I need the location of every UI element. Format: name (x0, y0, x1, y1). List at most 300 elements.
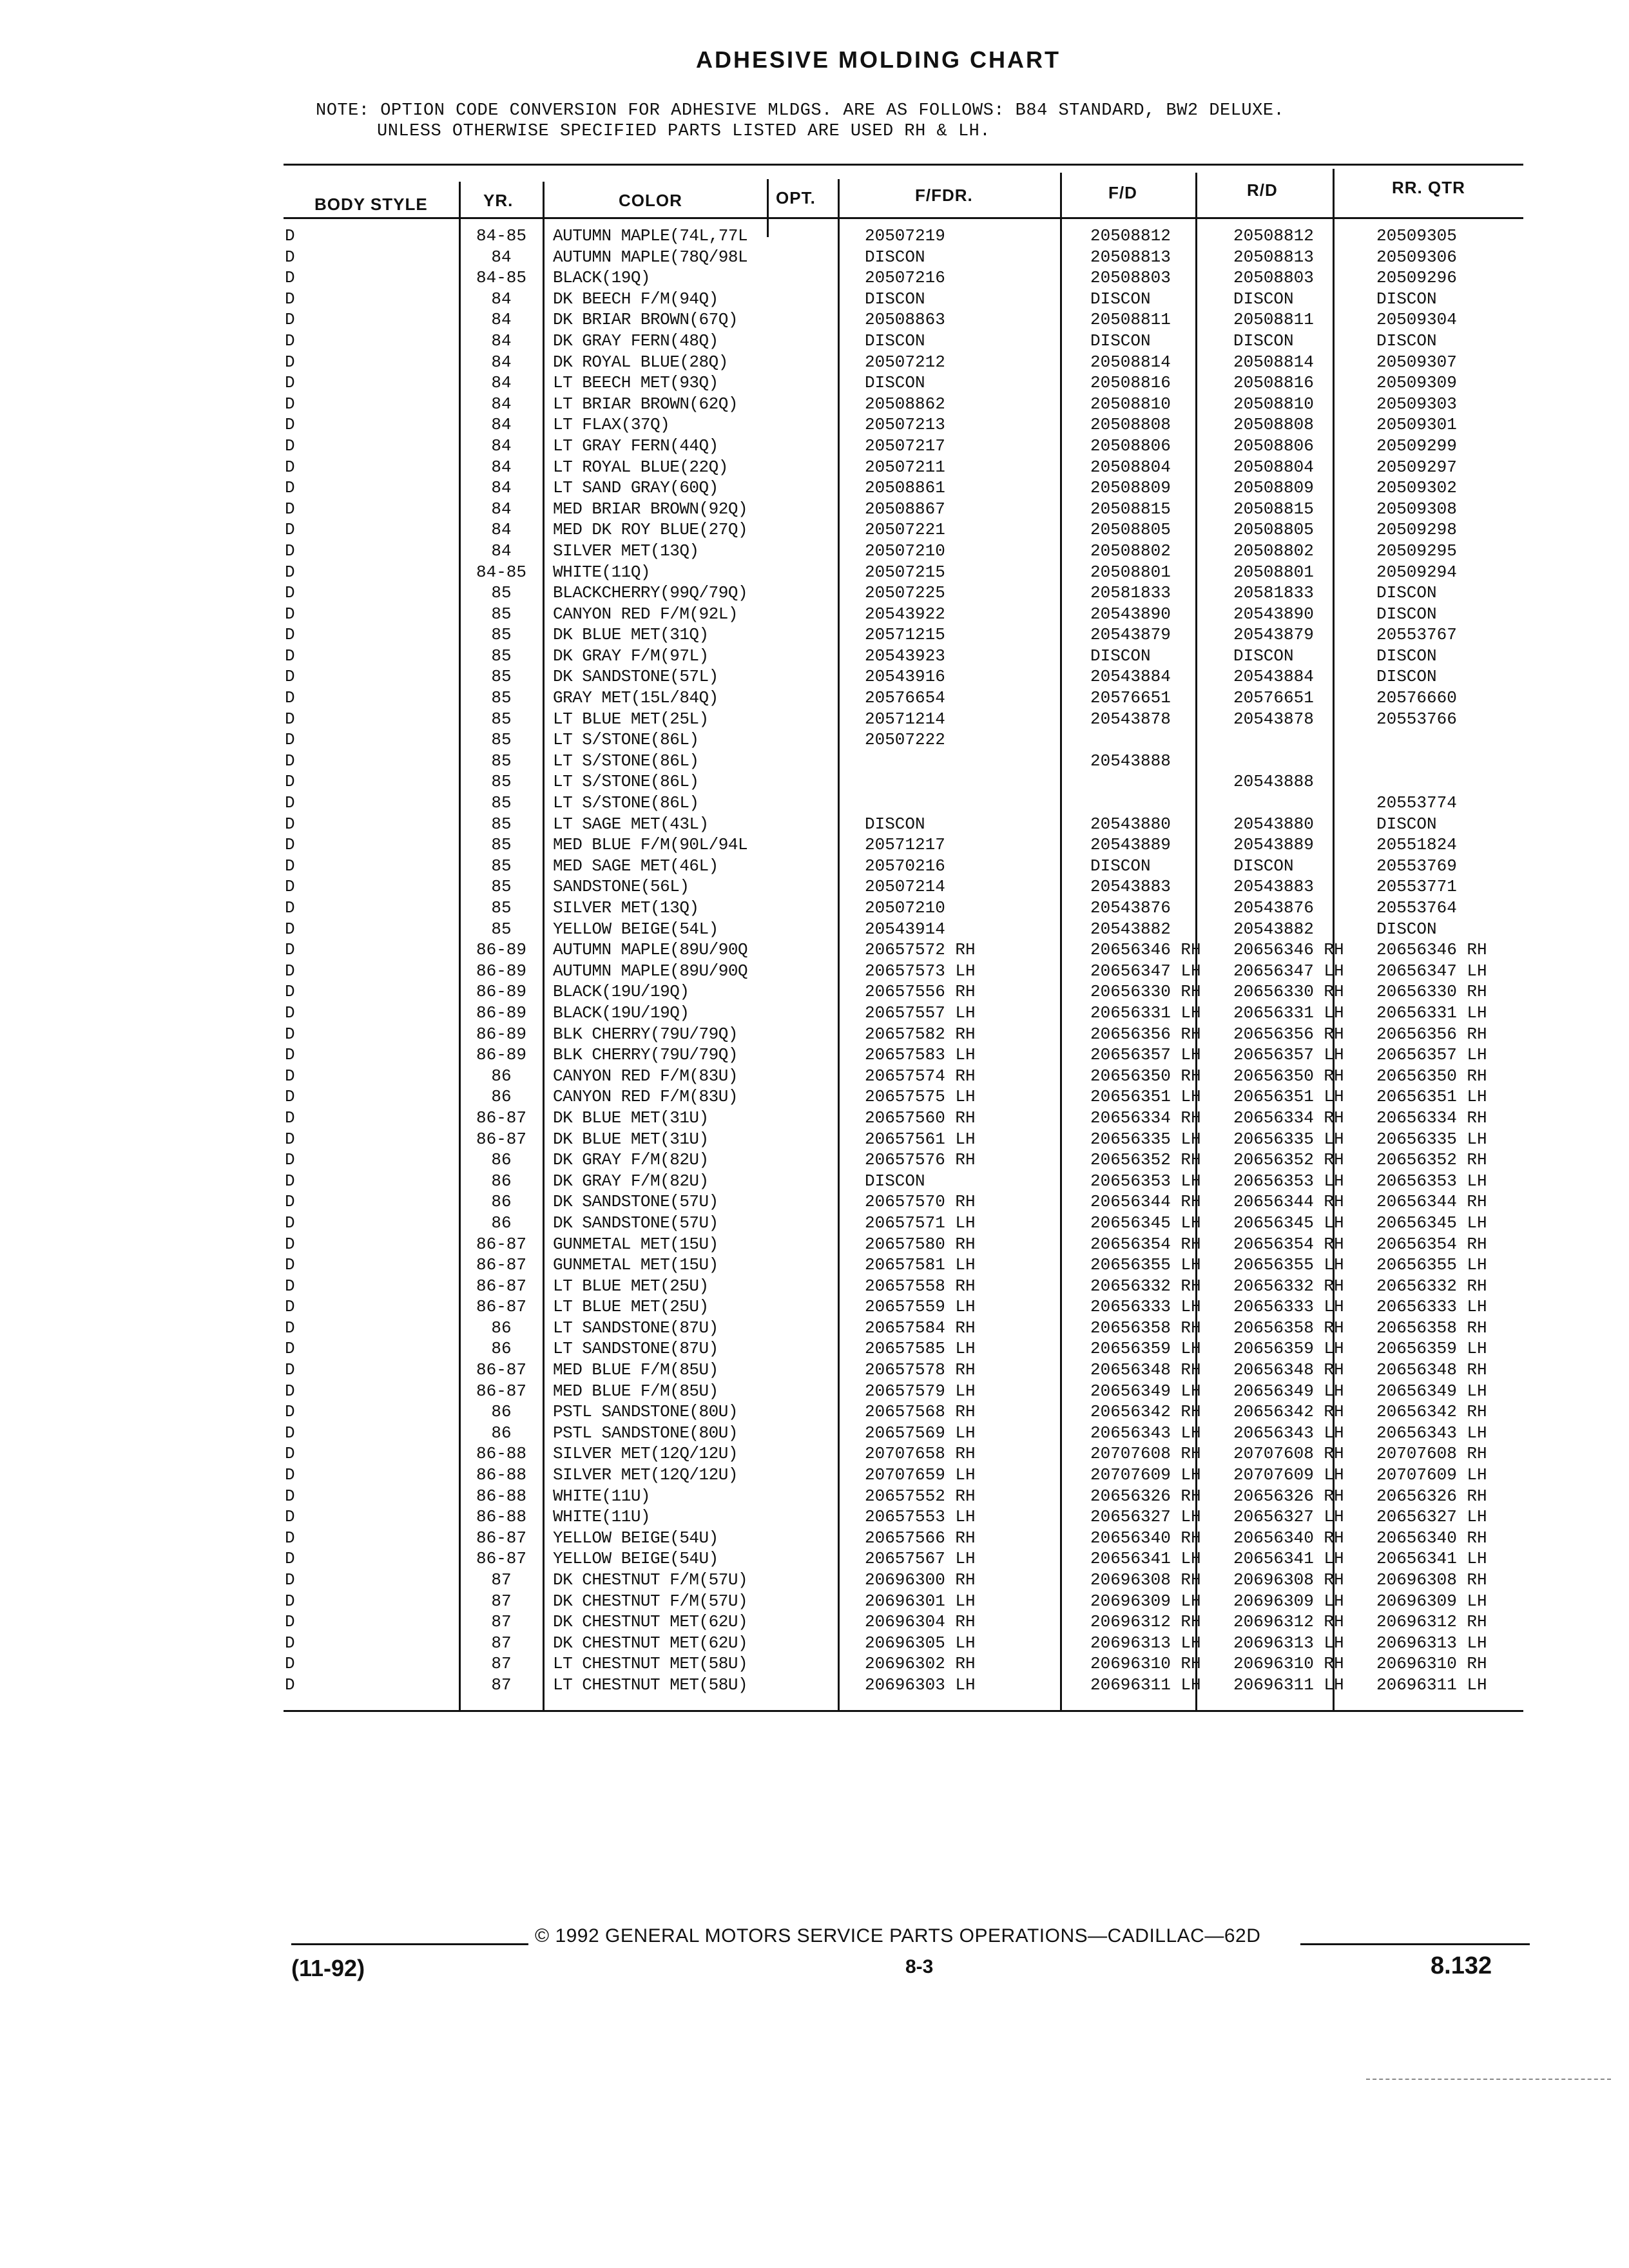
cell-r-d: 20656343 LH (1233, 1423, 1344, 1443)
table-row (281, 666, 1544, 687)
cell-body-style: D (285, 1402, 295, 1422)
cell-year: 86-87 (476, 1297, 526, 1317)
cell-option (778, 331, 854, 352)
cell-body-style: D (285, 856, 295, 876)
cell-rr-qtr: DISCON (1376, 604, 1437, 624)
cell-r-d: 20508811 (1233, 310, 1314, 330)
cell-year: 85 (491, 856, 512, 876)
cell-rr-qtr: 20509309 (1376, 373, 1457, 393)
cell-rr-qtr: 20656341 LH (1376, 1549, 1487, 1569)
cell-color: LT S/STONE(86L) (553, 751, 699, 771)
cell-color: LT BRIAR BROWN(62Q) (553, 394, 738, 414)
cell-rr-qtr: 20656347 LH (1376, 961, 1487, 981)
cell-r-d: 20656348 RH (1233, 1360, 1344, 1380)
cell-r-d: 20656342 RH (1233, 1402, 1344, 1422)
cell-rr-qtr: 20553769 (1376, 856, 1457, 876)
cell-f-fdr: 20657556 RH (865, 982, 976, 1002)
cell-f-fdr: 20507213 (865, 415, 945, 435)
cell-body-style: D (285, 1528, 295, 1548)
table-row (281, 771, 1544, 793)
cell-year: 84 (491, 373, 512, 393)
cell-f-d: 20543878 (1090, 709, 1171, 729)
cell-year: 85 (491, 709, 512, 729)
cell-year: 84 (491, 310, 512, 330)
cell-r-d: 20656347 LH (1233, 961, 1344, 981)
cell-r-d: 20576651 (1233, 688, 1314, 708)
cell-body-style: D (285, 457, 295, 477)
table-row (281, 436, 1544, 457)
cell-color: DK CHESTNUT MET(62U) (553, 1612, 748, 1632)
cell-body-style: D (285, 583, 295, 603)
cell-f-d: 20508808 (1090, 415, 1171, 435)
cell-year: 84 (491, 331, 512, 351)
cell-f-d: 20508801 (1090, 562, 1171, 582)
cell-option (778, 1528, 854, 1549)
table-row (281, 961, 1544, 982)
page-number: 8.132 (1431, 1952, 1492, 1979)
cell-year: 85 (491, 898, 512, 918)
cell-option (778, 309, 854, 331)
cell-option (778, 646, 854, 667)
cell-f-fdr: 20657566 RH (865, 1528, 976, 1548)
table-row (281, 414, 1544, 436)
cell-r-d: DISCON (1233, 289, 1294, 309)
cell-f-fdr: 20543922 (865, 604, 945, 624)
cell-r-d: 20508803 (1233, 268, 1314, 288)
cell-rr-qtr: 20656345 LH (1376, 1213, 1487, 1233)
cell-f-d: 20696313 LH (1090, 1633, 1201, 1653)
cell-option (778, 582, 854, 604)
cell-body-style: D (285, 289, 295, 309)
cell-rr-qtr: 20509308 (1376, 499, 1457, 519)
cell-option (778, 1149, 854, 1171)
cell-f-fdr: DISCON (865, 814, 925, 834)
cell-option (778, 1108, 854, 1129)
table-row (281, 1149, 1544, 1171)
cell-option (778, 1338, 854, 1360)
cell-rr-qtr: 20553764 (1376, 898, 1457, 918)
cell-f-d: 20543884 (1090, 667, 1171, 687)
cell-f-d: 20543890 (1090, 604, 1171, 624)
cell-option (778, 1423, 854, 1444)
cell-color: LT SANDSTONE(87U) (553, 1339, 718, 1359)
table-row (281, 1506, 1544, 1528)
cell-f-fdr: 20657583 LH (865, 1045, 976, 1065)
cell-f-fdr: 20696305 LH (865, 1633, 976, 1653)
cell-f-d: 20656348 RH (1090, 1360, 1201, 1380)
cell-option (778, 1213, 854, 1234)
cell-year: 85 (491, 877, 512, 897)
cell-rr-qtr: 20656327 LH (1376, 1507, 1487, 1527)
table-row (281, 541, 1544, 562)
table-row (281, 939, 1544, 961)
cell-f-fdr: 20657557 LH (865, 1003, 976, 1023)
table-row (281, 729, 1544, 751)
cell-year: 84-85 (476, 268, 526, 288)
cell-rr-qtr: 20509305 (1376, 226, 1457, 245)
cell-year: 86-88 (476, 1465, 526, 1485)
table-row (281, 1318, 1544, 1339)
cell-year: 85 (491, 814, 512, 834)
cell-option (778, 687, 854, 709)
cell-r-d: 20696309 LH (1233, 1591, 1344, 1611)
cell-year: 84 (491, 394, 512, 414)
cell-f-d: 20543879 (1090, 625, 1171, 645)
table-row (281, 289, 1544, 310)
cell-f-d: 20508809 (1090, 478, 1171, 498)
cell-r-d: DISCON (1233, 856, 1294, 876)
cell-body-style: D (285, 1675, 295, 1695)
cell-color: DK BLUE MET(31U) (553, 1108, 709, 1128)
cell-color: DK SANDSTONE(57U) (553, 1192, 718, 1212)
cell-f-fdr: 20571215 (865, 625, 945, 645)
cell-f-fdr: 20507225 (865, 583, 945, 603)
cell-f-d: 20508812 (1090, 226, 1171, 245)
cell-color: BLK CHERRY(79U/79Q) (553, 1045, 738, 1065)
cell-year: 84 (491, 289, 512, 309)
header-fd: F/D (1108, 183, 1137, 202)
cell-body-style: D (285, 1213, 295, 1233)
table-row (281, 1633, 1544, 1654)
cell-option (778, 1443, 854, 1465)
cell-f-d: 20656331 LH (1090, 1003, 1201, 1023)
cell-color: GRAY MET(15L/84Q) (553, 688, 718, 708)
cell-f-fdr: 20657568 RH (865, 1402, 976, 1422)
cell-color: DK CHESTNUT F/M(57U) (553, 1591, 748, 1611)
cell-option (778, 1548, 854, 1570)
cell-r-d: 20581833 (1233, 583, 1314, 603)
cell-f-d: 20696311 LH (1090, 1675, 1201, 1695)
cell-color: PSTL SANDSTONE(80U) (553, 1423, 738, 1443)
table-top-rule (284, 164, 1523, 166)
cell-f-fdr: 20570216 (865, 856, 945, 876)
cell-f-d: 20656352 RH (1090, 1150, 1201, 1170)
cell-year: 84 (491, 415, 512, 435)
cell-year: 84 (491, 247, 512, 267)
cell-f-fdr: 20508863 (865, 310, 945, 330)
cell-option (778, 394, 854, 415)
cell-year: 86 (491, 1192, 512, 1212)
cell-r-d: 20508816 (1233, 373, 1314, 393)
cell-color: AUTUMN MAPLE(89U/90Q (553, 961, 748, 981)
cell-r-d: 20656345 LH (1233, 1213, 1344, 1233)
table-row (281, 1401, 1544, 1423)
cell-body-style: D (285, 835, 295, 855)
cell-f-fdr: 20507222 (865, 730, 945, 750)
cell-year: 86-87 (476, 1549, 526, 1569)
cell-r-d: 20543890 (1233, 604, 1314, 624)
cell-color: AUTUMN MAPLE(89U/90Q (553, 940, 748, 960)
cell-rr-qtr: 20707609 LH (1376, 1465, 1487, 1485)
cell-color: DK SANDSTONE(57U) (553, 1213, 718, 1233)
cell-body-style: D (285, 1612, 295, 1632)
cell-color: LT SANDSTONE(87U) (553, 1318, 718, 1338)
cell-body-style: D (285, 1171, 295, 1191)
cell-color: BLACK(19U/19Q) (553, 982, 689, 1002)
cell-f-fdr: 20657558 RH (865, 1276, 976, 1296)
cell-body-style: D (285, 394, 295, 414)
cell-color: WHITE(11U) (553, 1507, 651, 1527)
cell-rr-qtr: 20696309 LH (1376, 1591, 1487, 1611)
cell-f-d: 20656354 RH (1090, 1234, 1201, 1254)
cell-option (778, 1570, 854, 1591)
cell-f-fdr: 20543914 (865, 919, 945, 939)
cell-rr-qtr: 20656330 RH (1376, 982, 1487, 1002)
cell-rr-qtr: 20656326 RH (1376, 1486, 1487, 1506)
cell-option (778, 477, 854, 499)
cell-f-fdr: 20657561 LH (865, 1129, 976, 1149)
cell-color: LT ROYAL BLUE(22Q) (553, 457, 728, 477)
cell-option (778, 624, 854, 646)
cell-f-fdr: 20571217 (865, 835, 945, 855)
header-yr: YR. (483, 191, 514, 210)
cell-year: 86-88 (476, 1507, 526, 1527)
cell-option (778, 1360, 854, 1381)
cell-rr-qtr: 20656340 RH (1376, 1528, 1487, 1548)
cell-body-style: D (285, 1633, 295, 1653)
header-rd: R/D (1247, 180, 1278, 200)
table-row (281, 1528, 1544, 1549)
cell-r-d: 20656346 RH (1233, 940, 1344, 960)
cell-rr-qtr (1370, 751, 1544, 772)
cell-color: LT S/STONE(86L) (553, 772, 699, 792)
cell-f-fdr: 20657579 LH (865, 1381, 976, 1401)
cell-color: YELLOW BEIGE(54L) (553, 919, 718, 939)
header-rr-qtr: RR. QTR (1392, 178, 1465, 197)
cell-rr-qtr: 20509296 (1376, 268, 1457, 288)
cell-rr-qtr: 20509297 (1376, 457, 1457, 477)
cell-f-fdr: 20543923 (865, 646, 945, 666)
option-code-note (316, 101, 1284, 142)
header-ffdr: F/FDR. (915, 186, 973, 205)
cell-f-fdr: 20657576 RH (865, 1150, 976, 1170)
cell-f-fdr: 20507212 (865, 352, 945, 372)
cell-body-style: D (285, 1192, 295, 1212)
cell-rr-qtr: 20656334 RH (1376, 1108, 1487, 1128)
cell-option (778, 1191, 854, 1213)
cell-f-fdr: 20507219 (865, 226, 945, 245)
table-row (281, 814, 1544, 835)
cell-color: DK BLUE MET(31U) (553, 1129, 709, 1149)
cell-year: 86-89 (476, 1003, 526, 1023)
cell-year: 86-87 (476, 1360, 526, 1380)
cell-rr-qtr: 20509294 (1376, 562, 1457, 582)
cell-r-d: 20656335 LH (1233, 1129, 1344, 1149)
table-row (281, 1296, 1544, 1318)
cell-rr-qtr: 20553767 (1376, 625, 1457, 645)
cell-option (778, 1276, 854, 1297)
cell-rr-qtr: 20553766 (1376, 709, 1457, 729)
cell-body-style: D (285, 1297, 295, 1317)
page-title: ADHESIVE MOLDING CHART (696, 46, 1061, 73)
cell-color: PSTL SANDSTONE(80U) (553, 1402, 738, 1422)
cell-option (778, 939, 854, 961)
cell-year: 87 (491, 1612, 512, 1632)
cell-year: 85 (491, 772, 512, 792)
cell-year: 85 (491, 625, 512, 645)
cell-color: BLK CHERRY(79U/79Q) (553, 1024, 738, 1044)
cell-color: DK GRAY F/M(97L) (553, 646, 709, 666)
cell-option (778, 898, 854, 919)
cell-option (778, 834, 854, 856)
cell-color: GUNMETAL MET(15U) (553, 1255, 718, 1275)
cell-year: 85 (491, 835, 512, 855)
cell-r-d: 20696310 RH (1233, 1654, 1344, 1674)
cell-r-d: 20508802 (1233, 541, 1314, 561)
cell-r-d: 20656358 RH (1233, 1318, 1344, 1338)
cell-r-d: 20656334 RH (1233, 1108, 1344, 1128)
cell-body-style: D (285, 982, 295, 1002)
cell-body-style: D (285, 541, 295, 561)
cell-body-style: D (285, 688, 295, 708)
cell-body-style: D (285, 1045, 295, 1065)
table-row (281, 898, 1544, 919)
cell-rr-qtr (1370, 771, 1544, 793)
cell-option (778, 457, 854, 478)
cell-year: 84 (491, 520, 512, 540)
cell-f-fdr: 20657581 LH (865, 1255, 976, 1275)
cell-body-style: D (285, 814, 295, 834)
cell-color: LT CHESTNUT MET(58U) (553, 1675, 748, 1695)
cell-color: MED DK ROY BLUE(27Q) (553, 520, 748, 540)
cell-f-fdr: 20657575 LH (865, 1087, 976, 1107)
cell-body-style: D (285, 1234, 295, 1254)
cell-option (778, 1381, 854, 1402)
cell-body-style: D (285, 1423, 295, 1443)
cell-rr-qtr: 20509302 (1376, 478, 1457, 498)
cell-rr-qtr: 20656344 RH (1376, 1192, 1487, 1212)
cell-option (778, 541, 854, 562)
cell-color: DK GRAY FERN(48Q) (553, 331, 718, 351)
cell-f-d: 20656330 RH (1090, 982, 1201, 1002)
table-row (281, 457, 1544, 478)
cell-body-style: D (285, 1066, 295, 1086)
cell-option (778, 519, 854, 541)
cell-option (778, 961, 854, 982)
cell-year: 86-87 (476, 1108, 526, 1128)
cell-f-fdr: DISCON (865, 1171, 925, 1191)
table-row (281, 1443, 1544, 1465)
cell-f-fdr: 20657578 RH (865, 1360, 976, 1380)
cell-year: 86-89 (476, 1045, 526, 1065)
cell-year: 84 (491, 499, 512, 519)
cell-color: DK BEECH F/M(94Q) (553, 289, 718, 309)
cell-rr-qtr: 20656353 LH (1376, 1171, 1487, 1191)
cell-body-style: D (285, 268, 295, 288)
cell-body-style: D (285, 1360, 295, 1380)
cell-year: 84-85 (476, 226, 526, 245)
table-row (281, 309, 1544, 331)
cell-f-d: 20656335 LH (1090, 1129, 1201, 1149)
cell-r-d: 20656356 RH (1233, 1024, 1344, 1044)
cell-f-d: 20581833 (1090, 583, 1171, 603)
cell-year: 85 (491, 688, 512, 708)
table-row (281, 1086, 1544, 1108)
cell-rr-qtr: 20509304 (1376, 310, 1457, 330)
cell-option (778, 499, 854, 520)
cell-f-fdr: 20508861 (865, 478, 945, 498)
cell-year: 85 (491, 751, 512, 771)
cell-color: DK GRAY F/M(82U) (553, 1171, 709, 1191)
cell-body-style: D (285, 1486, 295, 1506)
cell-r-d: 20656349 LH (1233, 1381, 1344, 1401)
cell-f-fdr: 20507210 (865, 898, 945, 918)
cell-year: 86 (491, 1402, 512, 1422)
cell-r-d: 20508805 (1233, 520, 1314, 540)
cell-f-d: 20656358 RH (1090, 1318, 1201, 1338)
table-row (281, 793, 1544, 814)
cell-rr-qtr: 20551824 (1376, 835, 1457, 855)
cell-f-d: 20656353 LH (1090, 1171, 1201, 1191)
cell-option (778, 856, 854, 877)
cell-f-fdr: 20657560 RH (865, 1108, 976, 1128)
cell-color: BLACKCHERRY(99Q/79Q) (553, 583, 748, 603)
cell-option (778, 372, 854, 394)
cell-rr-qtr: DISCON (1376, 814, 1437, 834)
cell-body-style: D (285, 373, 295, 393)
cell-f-fdr: 20507214 (865, 877, 945, 897)
cell-r-d: 20656333 LH (1233, 1297, 1344, 1317)
cell-body-style: D (285, 625, 295, 645)
cell-r-d: DISCON (1233, 646, 1294, 666)
cell-f-fdr: 20657574 RH (865, 1066, 976, 1086)
cell-f-d: 20508805 (1090, 520, 1171, 540)
copyright-line: © 1992 GENERAL MOTORS SERVICE PARTS OPERATIONS—CADILLAC—62D (535, 1925, 1261, 1946)
cell-f-d: 20696312 RH (1090, 1612, 1201, 1632)
cell-year: 86 (491, 1213, 512, 1233)
cell-body-style: D (285, 1444, 295, 1464)
table-row (281, 876, 1544, 898)
cell-f-d: 20508814 (1090, 352, 1171, 372)
cell-color: DK BRIAR BROWN(67Q) (553, 310, 738, 330)
table-header-rule (284, 217, 1523, 219)
cell-color: DK GRAY F/M(82U) (553, 1150, 709, 1170)
cell-f-d: 20656333 LH (1090, 1297, 1201, 1317)
cell-f-fdr: 20657585 LH (865, 1339, 976, 1359)
table-row (281, 856, 1544, 877)
cell-color: DK CHESTNUT MET(62U) (553, 1633, 748, 1653)
table-row (281, 1234, 1544, 1255)
cell-r-d: 20656353 LH (1233, 1171, 1344, 1191)
header-color: COLOR (619, 191, 682, 210)
cell-r-d: 20656327 LH (1233, 1507, 1344, 1527)
cell-color: DK ROYAL BLUE(28Q) (553, 352, 728, 372)
cell-year: 87 (491, 1675, 512, 1695)
cell-year: 86-87 (476, 1528, 526, 1548)
cell-f-fdr: DISCON (865, 247, 925, 267)
cell-year: 86-87 (476, 1255, 526, 1275)
cell-color: CANYON RED F/M(92L) (553, 604, 738, 624)
cell-r-d: 20543888 (1233, 772, 1314, 792)
cell-body-style: D (285, 1003, 295, 1023)
cell-color: LT BLUE MET(25L) (553, 709, 709, 729)
cell-f-d: 20696309 LH (1090, 1591, 1201, 1611)
cell-year: 86-87 (476, 1129, 526, 1149)
cell-f-fdr: 20507217 (865, 436, 945, 456)
cell-f-fdr: 20543916 (865, 667, 945, 687)
cell-color: CANYON RED F/M(83U) (553, 1087, 738, 1107)
cell-year: 86 (491, 1150, 512, 1170)
cell-f-d: 20656345 LH (1090, 1213, 1201, 1233)
cell-r-d: 20656332 RH (1233, 1276, 1344, 1296)
cell-color: SILVER MET(13Q) (553, 541, 699, 561)
cell-r-d: 20543876 (1233, 898, 1314, 918)
cell-color: LT BLUE MET(25U) (553, 1297, 709, 1317)
cell-r-d: 20696308 RH (1233, 1570, 1344, 1590)
cell-f-d: 20656334 RH (1090, 1108, 1201, 1128)
table-row (281, 1591, 1544, 1612)
cell-year: 86-88 (476, 1444, 526, 1464)
